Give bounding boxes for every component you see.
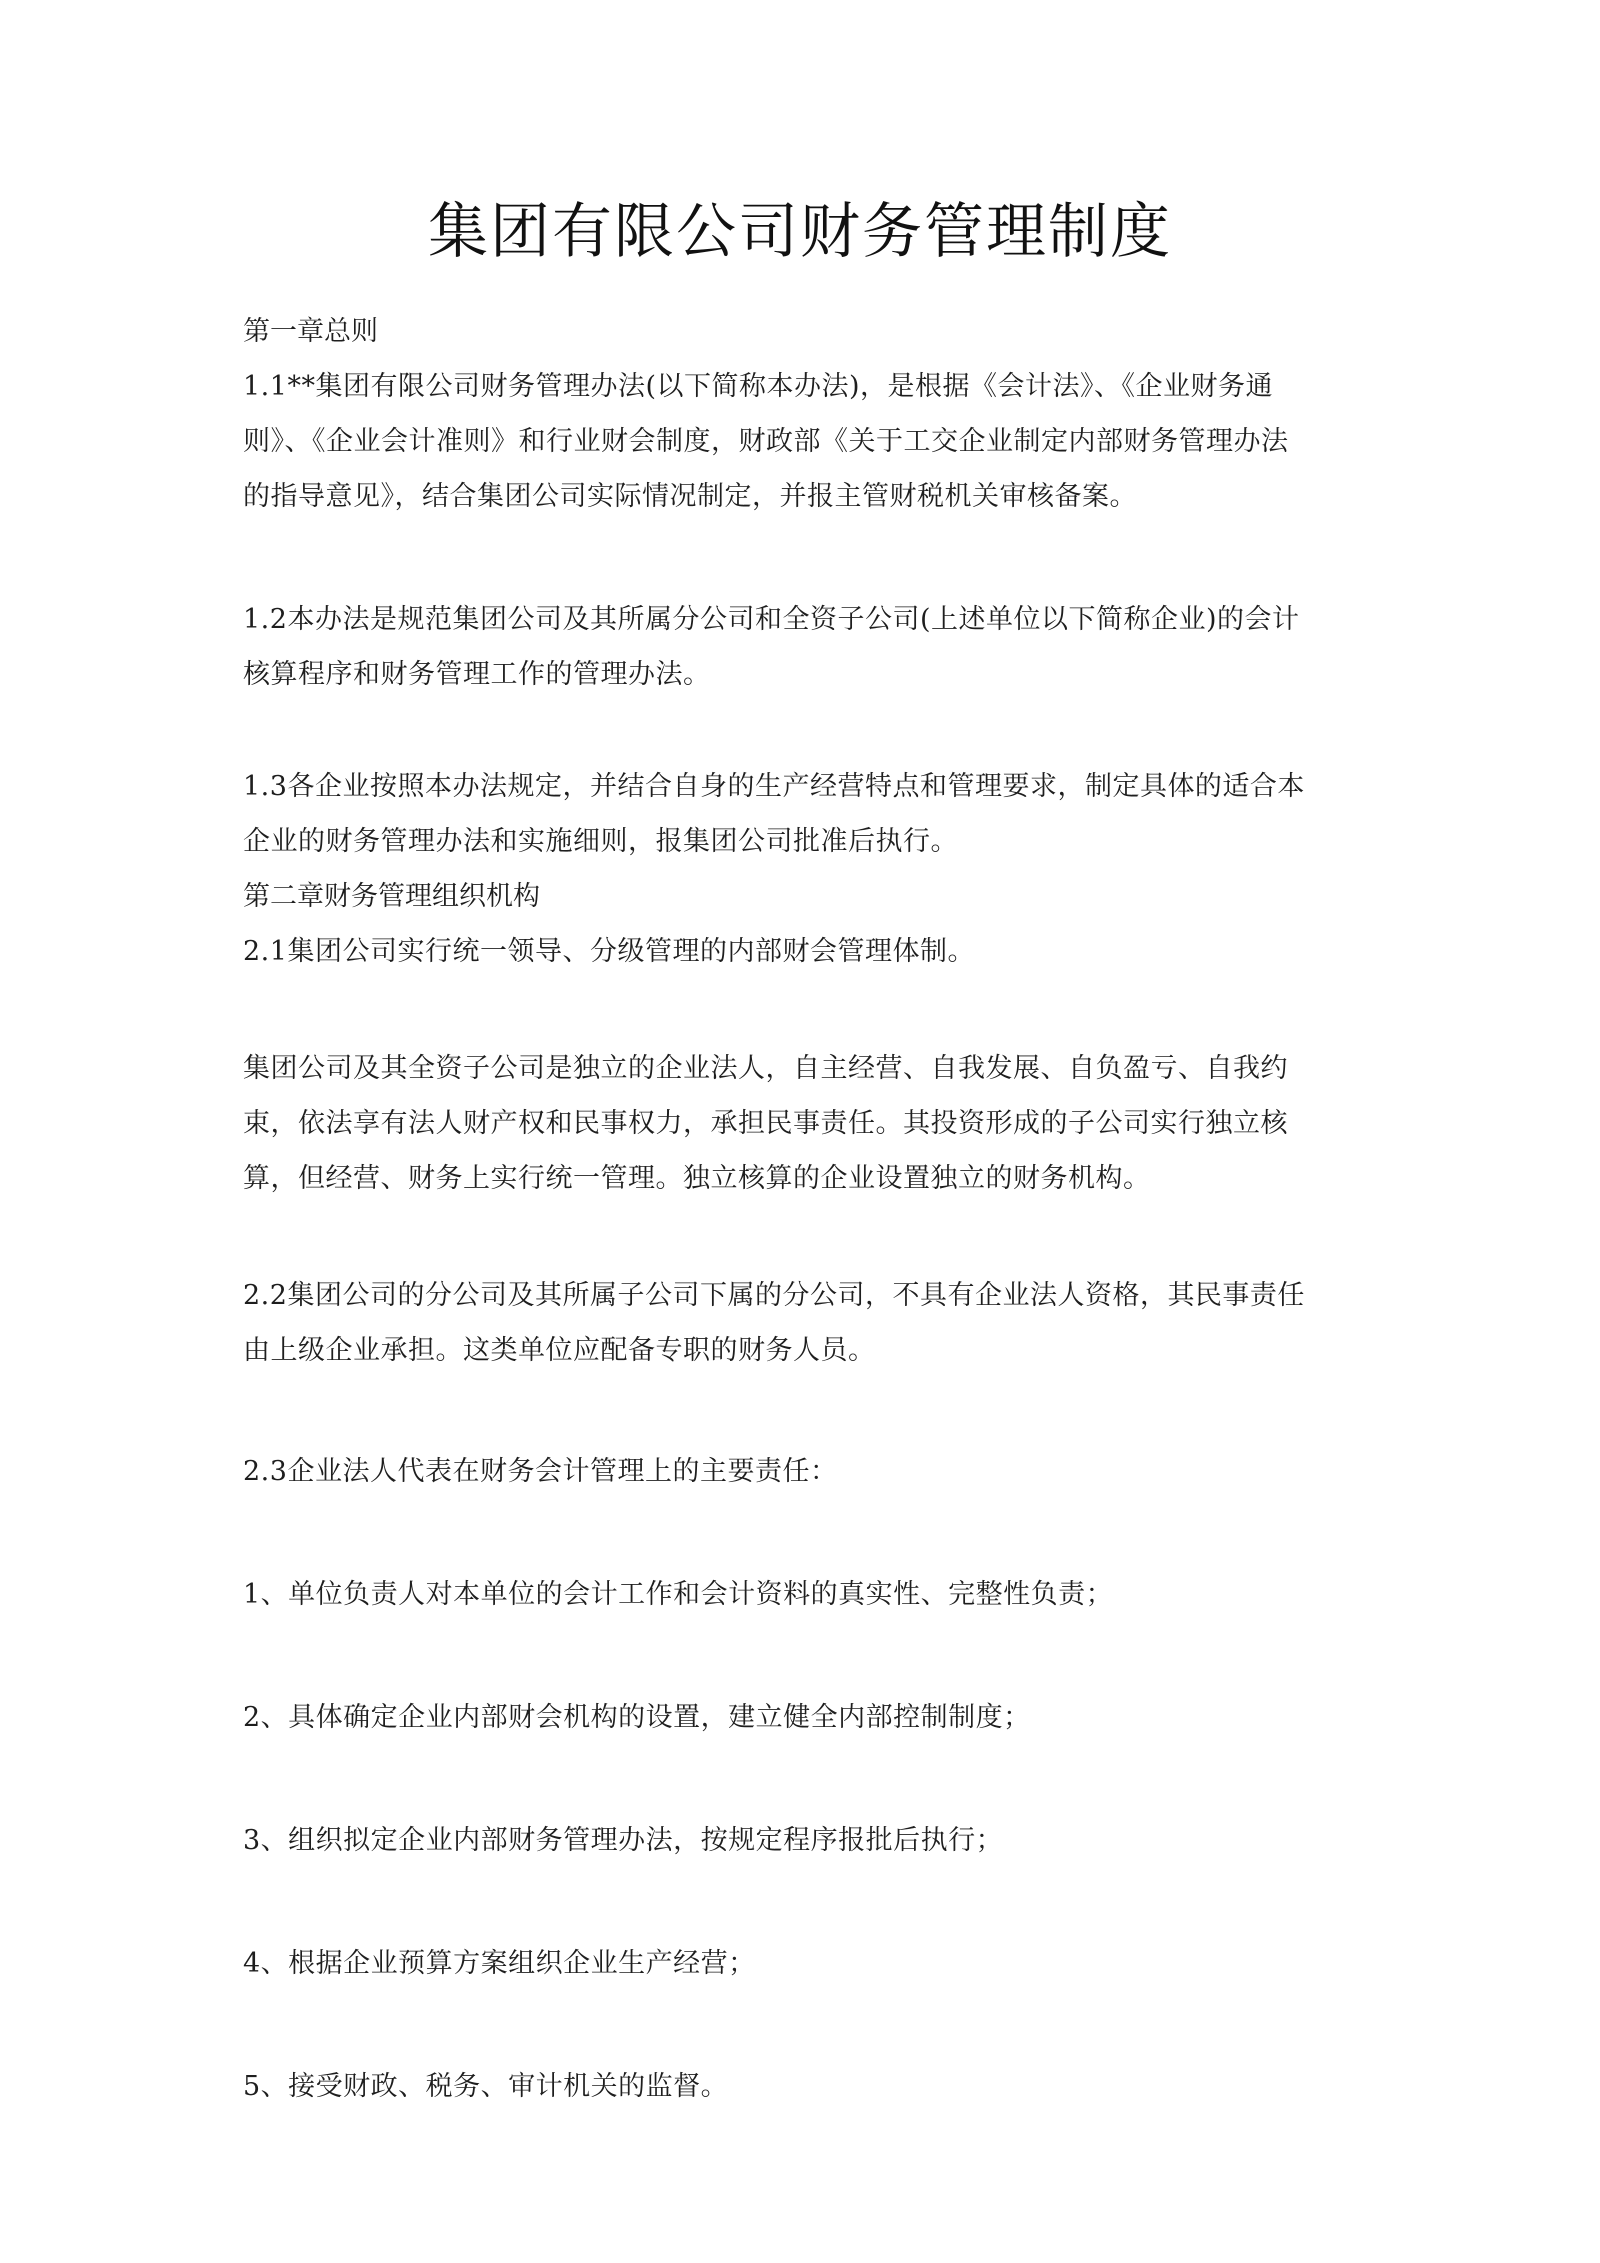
spacer bbox=[243, 1378, 1357, 1444]
chapter-2-heading: 第二章财务管理组织机构 bbox=[243, 881, 540, 912]
paragraph-line: 由上级企业承担。这类单位应配备专职的财务人员。 bbox=[243, 1335, 876, 1366]
list-item-2: 2、具体确定企业内部财会机构的设置，建立健全内部控制制度； bbox=[243, 1702, 1031, 1733]
paragraph-line: 集团公司及其全资子公司是独立的企业法人，自主经营、自我发展、自负盈亏、自我约 bbox=[243, 1053, 1288, 1084]
spacer bbox=[243, 1991, 1357, 2059]
chapter-1-heading: 第一章总则 bbox=[243, 316, 378, 347]
spacer bbox=[243, 702, 1357, 759]
spacer bbox=[243, 524, 1357, 592]
paragraph-1-1 bbox=[243, 359, 1357, 524]
paragraph-1-3 bbox=[243, 759, 1357, 869]
spacer bbox=[243, 1868, 1357, 1936]
paragraph-1-2 bbox=[243, 592, 1357, 702]
paragraph-line: 1.3各企业按照本办法规定，并结合自身的生产经营特点和管理要求，制定具体的适合本 bbox=[243, 771, 1305, 802]
paragraph-line: 1.2本办法是规范集团公司及其所属分公司和全资子公司(上述单位以下简称企业)的会计 bbox=[243, 604, 1300, 635]
list-item-3: 3、组织拟定企业内部财务管理办法，按规定程序报批后执行； bbox=[243, 1825, 1004, 1856]
paragraph-line: 束，依法享有法人财产权和民事权力，承担民事责任。其投资形成的子公司实行独立核 bbox=[243, 1108, 1288, 1139]
paragraph-line: 1.1**集团有限公司财务管理办法(以下简称本办法)，是根据《会计法》、《企业财务通 bbox=[243, 371, 1274, 402]
list-item-5: 5、接受财政、税务、审计机关的监督。 bbox=[243, 2071, 729, 2102]
document-body bbox=[243, 304, 1357, 2114]
spacer bbox=[243, 1622, 1357, 1690]
paragraph-2-1: 2.1集团公司实行统一领导、分级管理的内部财会管理体制。 bbox=[243, 936, 975, 967]
spacer bbox=[243, 1745, 1357, 1813]
paragraph-line: 核算程序和财务管理工作的管理办法。 bbox=[243, 659, 711, 690]
list-item-4: 4、根据企业预算方案组织企业生产经营； bbox=[243, 1948, 756, 1979]
spacer bbox=[243, 979, 1357, 1041]
paragraph-line: 2.2集团公司的分公司及其所属子公司下属的分公司，不具有企业法人资格，其民事责任 bbox=[243, 1280, 1305, 1311]
document-title: 集团有限公司财务管理制度 bbox=[428, 197, 1172, 267]
spacer bbox=[243, 1499, 1357, 1567]
paragraph-2-2 bbox=[243, 1268, 1357, 1378]
paragraph-line: 企业的财务管理办法和实施细则，报集团公司批准后执行。 bbox=[243, 826, 958, 857]
paragraph-line: 的指导意见》，结合集团公司实际情况制定，并报主管财税机关审核备案。 bbox=[243, 481, 1137, 512]
list-item-1: 1、单位负责人对本单位的会计工作和会计资料的真实性、完整性负责； bbox=[243, 1579, 1114, 1610]
paragraph-2-3: 2.3企业法人代表在财务会计管理上的主要责任： bbox=[243, 1456, 838, 1487]
paragraph-line: 算，但经营、财务上实行统一管理。独立核算的企业设置独立的财务机构。 bbox=[243, 1163, 1151, 1194]
spacer bbox=[243, 1206, 1357, 1268]
paragraph-2-1-detail bbox=[243, 1041, 1357, 1206]
paragraph-line: 则》、《企业会计准则》和行业财会制度，财政部《关于工交企业制定内部财务管理办法 bbox=[243, 426, 1289, 457]
